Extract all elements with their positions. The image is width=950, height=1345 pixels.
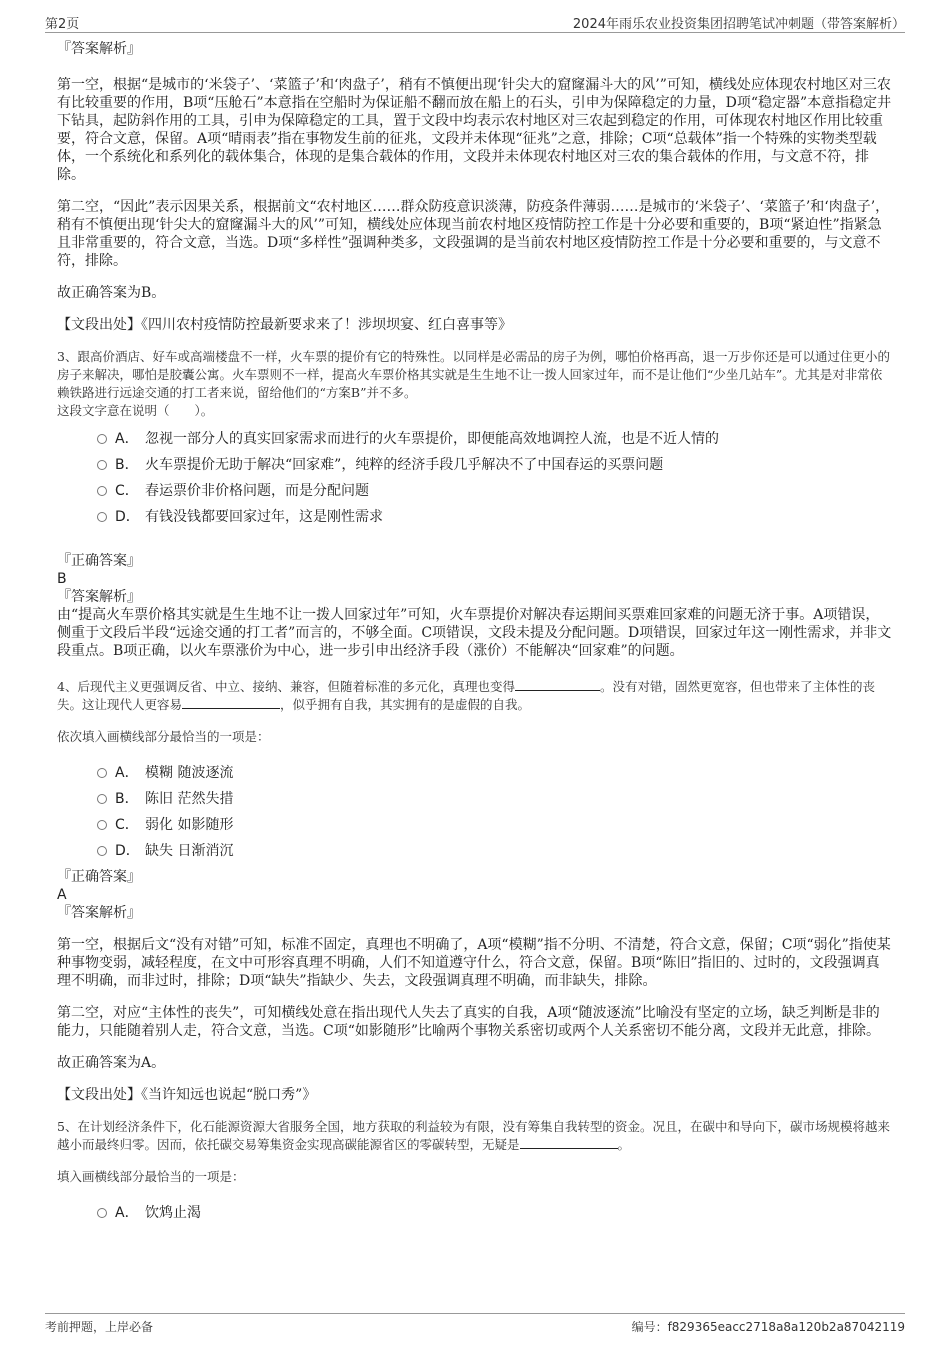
radio-icon[interactable] — [97, 460, 107, 470]
option-text: 有钱没钱都要回家过年，这是刚性需求 — [145, 509, 383, 525]
q3-option-c[interactable] — [97, 482, 893, 500]
q3-answer: B — [57, 571, 67, 587]
q4-stem-part-a: 4、后现代主义更强调反省、中立、接纳、兼容，但随着标准的多元化，真理也变得 — [57, 679, 515, 694]
option-text: 饮鸩止渴 — [145, 1205, 201, 1221]
option-text: 缺失 日渐消沉 — [145, 843, 234, 859]
q3-answer-label: 『正确答案』 — [57, 553, 141, 569]
q4-blank-2 — [182, 696, 280, 709]
q4-conclusion: 故正确答案为A。 — [57, 1055, 166, 1071]
q2-analysis-label: 『答案解析』 — [57, 41, 141, 57]
q4-option-b[interactable] — [97, 790, 893, 808]
option-text: 火车票提价无助于解决“回家难”，纯粹的经济手段几乎解决不了中国春运的买票问题 — [145, 457, 664, 473]
radio-icon[interactable] — [97, 768, 107, 778]
q4-option-c[interactable] — [97, 816, 893, 834]
option-letter: D． — [115, 509, 140, 525]
q5-stem — [57, 1118, 893, 1154]
option-text: 模糊 随波逐流 — [145, 765, 234, 781]
page-header — [45, 10, 905, 33]
option-letter: C． — [115, 483, 139, 499]
document-title: 2024年雨乐农业投资集团招聘笔试冲刺题（带答案解析） — [572, 17, 905, 32]
q2-analysis-para2: 第二空，“因此”表示因果关系，根据前文“农村地区……群众防疫意识淡薄，防疫条件薄弱……是城市的‘米袋子’、‘菜篮子’和‘肉盘子’，稍有不慎便出现‘针尖大的窟窿漏斗大的风’”可知，横线处应体现当前农村地区疫情防控工作是十分必要和重要的，B项“紧迫性”指紧急且非常重要的，符合文意，当选。D项“多样性”强调种类多，文段强调的是当前农村地区疫情防控工作是十分必要和重要的，与文意不符，排除。 — [57, 199, 890, 269]
option-letter: C． — [115, 817, 139, 833]
q4-stem-part-b: 。没有对错，固然更宽容，但也带来了主体性的丧失。这让现代人更容易 — [57, 679, 875, 712]
option-letter: B． — [115, 791, 139, 807]
q4-analysis-para2: 第二空，对应“主体性的丧失”，可知横线处意在指出现代人失去了真实的自我，A项“随波逐流”比喻没有坚定的立场，缺乏判断是非的能力，只能随着别人走，符合文意，当选。C项“如影随形”比喻两个事物关系密切或两个人关系密切不能分离，文段并无此意，排除。 — [57, 1005, 881, 1039]
option-text: 弱化 如影随形 — [145, 817, 234, 833]
q4-analysis-label: 『答案解析』 — [57, 905, 141, 921]
radio-icon[interactable] — [97, 1208, 107, 1218]
q4-option-a[interactable] — [97, 764, 893, 782]
radio-icon[interactable] — [97, 434, 107, 444]
q3-stem: 3、跟高价酒店、好车或高端楼盘不一样，火车票的提价有它的特殊性。以同样是必需品的房子为例，哪怕价格再高，退一万步你还是可以通过住更小的房子来解决，哪怕是胶囊公寓。火车票则不一样，提高火车票价格其实就是生生地不让一拨人回家过年，而不是让他们“少坐几站车”。尤其是对非常依赖铁路进行远途交通的打工者来说，留给他们的“方案B”并不多。 — [57, 349, 890, 400]
q4-prompt: 依次填入画横线部分最恰当的一项是： — [57, 729, 270, 744]
q3-option-d[interactable] — [97, 508, 893, 526]
q5-stem-part-b: 。 — [617, 1137, 631, 1152]
q4-answer: A — [57, 887, 67, 903]
q2-analysis-para1: 第一空，根据“是城市的‘米袋子’、‘菜篮子’和‘肉盘子’，稍有不慎便出现‘针尖大的窟窿漏斗大的风’”可知，横线处应体现农村地区对三农有比较重要的作用，B项“压舱石”本意指在空船时为保证船不翻而放在船上的石头，引申为保障稳定的力量，D项“稳定器”本意指稳定井下钻具，起防斜作用的工具，引申为保障稳定的工具，置于文段中均表示农村地区对三农起到稳定的作用，可体现农村地区作用比较重要，符合文意，保留。A项“晴雨表”指在事物发生前的征兆，文段并未体现“征兆”之意，排除；C项“总载体”指一个特殊的实物类型载体，一个系统化和系列化的载体集合，体现的是集合载体的作用，文段并未体现农村地区对三农的集合载体的作用，与文意不符，排除。 — [57, 77, 892, 183]
q5-blank — [520, 1136, 618, 1149]
radio-icon[interactable] — [97, 846, 107, 856]
q5-option-a[interactable] — [97, 1204, 893, 1222]
radio-icon[interactable] — [97, 512, 107, 522]
q3-analysis: 由“提高火车票价格其实就是生生地不让一拨人回家过年”可知，火车票提价对解决春运期间买票难回家难的问题无济于事。A项错误，侧重于文段后半段“远途交通的打工者”而言的，不够全面。C项错误，文段未提及分配问题。D项错误，回家过年这一刚性需求，并非文段重点。B项正确，以火车票涨价为中心，进一步引申出经济手段（涨价）不能解决“回家难”的问题。 — [57, 607, 892, 659]
q4-stem-part-c: ，似乎拥有自我，其实拥有的是虚假的自我。 — [280, 697, 531, 712]
q3-prompt: 这段文字意在说明（ ）。 — [57, 403, 214, 418]
q4-option-d[interactable] — [97, 842, 893, 860]
page-number: 第2页 — [45, 17, 80, 32]
option-text: 陈旧 茫然失措 — [145, 791, 234, 807]
q4-blank-1 — [515, 678, 600, 691]
q3-analysis-label: 『答案解析』 — [57, 589, 141, 605]
q2-source: 【文段出处】《四川农村疫情防控最新要求来了！涉坝坝宴、红白喜事等》 — [57, 317, 512, 333]
option-letter: B． — [115, 457, 139, 473]
option-letter: A． — [115, 1205, 139, 1221]
radio-icon[interactable] — [97, 794, 107, 804]
q3-option-b[interactable] — [97, 456, 893, 474]
q3-option-a[interactable] — [97, 430, 893, 448]
option-letter: D． — [115, 843, 140, 859]
page-footer — [45, 1313, 905, 1336]
q5-prompt: 填入画横线部分最恰当的一项是： — [57, 1169, 245, 1184]
radio-icon[interactable] — [97, 486, 107, 496]
q5-stem-part-a: 5、在计划经济条件下，化石能源资源大省服务全国，地方获取的利益较为有限，没有筹集自我转型的资金。况且，在碳中和导向下，碳市场规模将越来越小而最终归零。因而，依托碳交易筹集资金实现高碳能源省区的零碳转型，无疑是 — [57, 1119, 890, 1152]
option-text: 春运票价非价格问题，而是分配问题 — [145, 483, 369, 499]
radio-icon[interactable] — [97, 820, 107, 830]
q4-stem — [57, 678, 893, 714]
footer-slogan: 考前押题，上岸必备 — [45, 1320, 154, 1334]
q4-answer-label: 『正确答案』 — [57, 869, 141, 885]
option-text: 忽视一部分人的真实回家需求而进行的火车票提价，即便能高效地调控人流，也是不近人情的 — [145, 431, 719, 447]
q4-analysis-para1: 第一空，根据后文“没有对错”可知，标准不固定，真理也不明确了，A项“模糊”指不分明、不清楚，符合文意，保留；C项“弱化”指使某种事物变弱，减轻程度，在文中可形容真理不明确，人们不知道遵守什么，符合文意，保留。B项“陈旧”指旧的、过时的，文段强调真理不明确，而非过时，排除；D项“缺失”指缺少、失去，文段强调真理不明确，而非缺失，排除。 — [57, 937, 891, 989]
page-content — [57, 40, 893, 1230]
option-letter: A． — [115, 431, 139, 447]
q2-conclusion: 故正确答案为B。 — [57, 285, 166, 301]
option-letter: A． — [115, 765, 139, 781]
document-id: 编号：f829365eacc2718a8a120b2a87042119 — [631, 1320, 905, 1334]
q4-source: 【文段出处】《当许知远也说起“脱口秀”》 — [57, 1087, 317, 1103]
